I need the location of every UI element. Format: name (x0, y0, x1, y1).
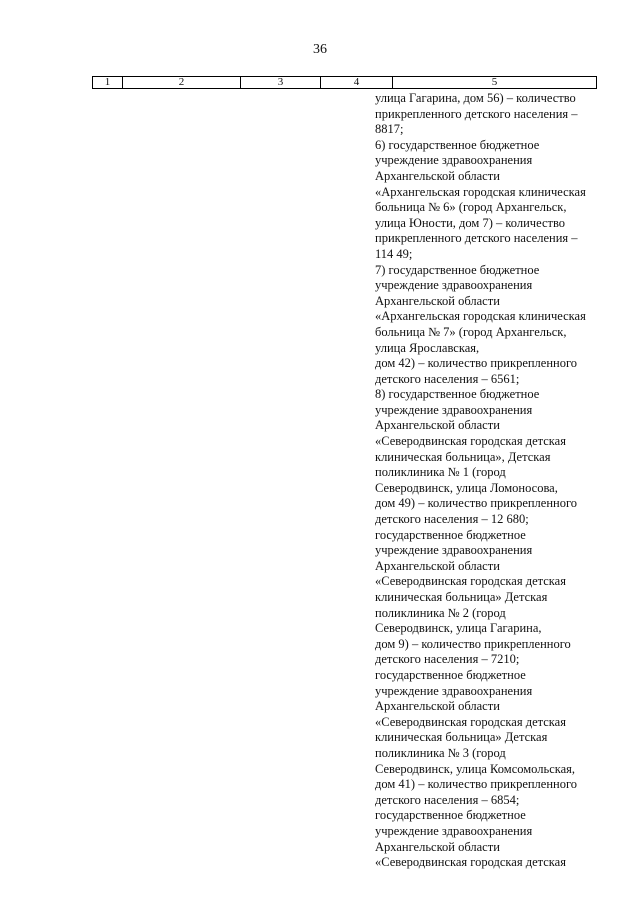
column-5-text-line: 7) государственное бюджетное (375, 262, 540, 277)
column-5-text-line: Архангельской области (375, 418, 500, 433)
column-5-text-line: дом 9) – количество прикрепленного (375, 636, 571, 651)
column-5-text-line: улица Ярославская, (375, 340, 480, 355)
column-5-text-line: больница № 6» (город Архангельск, (375, 200, 567, 215)
column-5-text-line: Архангельской области (375, 168, 500, 183)
column-5-text-line: детского населения – 6561; (375, 371, 520, 386)
column-5-text-line: улица Юности, дом 7) – количество (375, 215, 566, 230)
column-5-text-line: 8) государственное бюджетное (375, 387, 540, 402)
column-5-text-line: Архангельской области (375, 699, 500, 714)
column-5-text-line: клиническая больница» Детская (375, 730, 548, 745)
column-5-text-line: государственное бюджетное (375, 808, 526, 823)
column-5-text-line: улица Гагарина, дом 56) – количество (375, 91, 576, 105)
column-5-text-line: Архангельской области (375, 839, 500, 854)
column-5-text-line: поликлиника № 3 (город (375, 745, 506, 760)
column-5-text-line: «Северодвинская городская детская (375, 855, 566, 870)
column-5-text-line: детского населения – 7210; (375, 652, 520, 667)
column-header-2: 2 (123, 77, 241, 88)
column-header-4: 4 (321, 77, 393, 88)
column-5-text-line: больница № 7» (город Архангельск, (375, 324, 567, 339)
column-5-text-line: учреждение здравоохранения (375, 278, 533, 293)
column-5-text-line: детского населения – 12 680; (375, 512, 529, 527)
column-5-text-line: детского населения – 6854; (375, 792, 520, 807)
column-5-text-line: Архангельской области (375, 558, 500, 573)
column-5-text-line: учреждение здравоохранения (375, 543, 533, 558)
column-5-text-line: учреждение здравоохранения (375, 823, 533, 838)
column-5-text-line: учреждение здравоохранения (375, 402, 533, 417)
column-header-5: 5 (491, 76, 498, 88)
column-5-text-line: учреждение здравоохранения (375, 683, 533, 698)
column-5-text-line: прикрепленного детского населения – (375, 231, 578, 246)
column-5-text-line: 114 49; (375, 246, 413, 261)
column-5-text-line: Северодвинск, улица Гагарина, (375, 621, 542, 636)
column-5-text-line: «Архангельская городская клиническая (375, 184, 586, 199)
table-header-row (92, 76, 597, 89)
column-5-text-line: государственное бюджетное (375, 527, 526, 542)
column-5-text-line: Северодвинск, улица Ломоносова, (375, 480, 558, 495)
column-5-text-line: клиническая больница», Детская (375, 449, 551, 464)
column-5-text-line: «Северодвинская городская детская (375, 574, 566, 589)
column-5-text-line: государственное бюджетное (375, 667, 526, 682)
column-5-text-line: прикрепленного детского населения – (375, 106, 578, 121)
column-5-text-line: дом 42) – количество прикрепленного (375, 356, 578, 371)
column-header-1: 1 (93, 77, 123, 88)
column-5-text-line: учреждение здравоохранения (375, 153, 533, 168)
page-number: 36 (313, 42, 327, 57)
column-5-text-line: дом 49) – количество прикрепленного (375, 496, 578, 511)
column-header-3: 3 (241, 77, 321, 88)
column-5-text-line: Северодвинск, улица Комсомольская, (375, 761, 576, 776)
column-5-text-line: «Северодвинская городская детская (375, 714, 566, 729)
column-5-text-line: 8817; (375, 122, 404, 137)
column-5-text-line: поликлиника № 2 (город (375, 605, 506, 620)
column-5-text-line: поликлиника № 1 (город (375, 465, 506, 480)
column-5-text-line: «Северодвинская городская детская (375, 434, 566, 449)
column-5-text-line: «Архангельская городская клиническая (375, 309, 586, 324)
column-5-content (375, 91, 599, 871)
column-5-text-line: 6) государственное бюджетное (375, 137, 540, 152)
document-table (92, 76, 597, 870)
column-5-text-line: клиническая больница» Детская (375, 590, 548, 604)
column-5-text-line: дом 41) – количество прикрепленного (375, 777, 578, 792)
column-5-text-line: Архангельской области (375, 293, 500, 308)
